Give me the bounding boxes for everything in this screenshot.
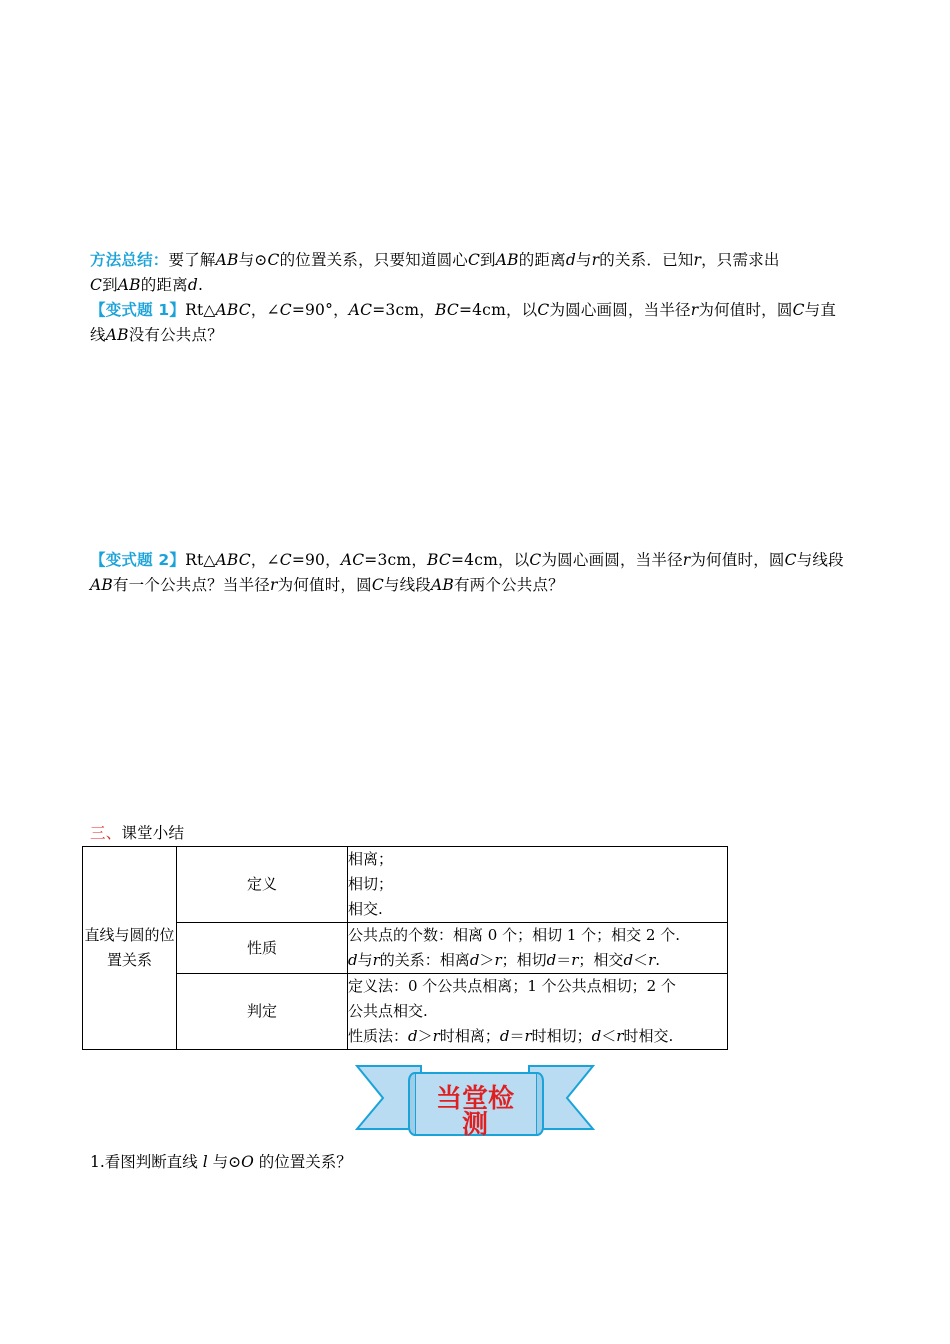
variant-2-label: 【变式题 2】 [90, 551, 186, 569]
row-header: 直线与圆的位置关系 [83, 847, 177, 1050]
variant-1-label: 【变式题 1】 [90, 301, 186, 319]
ribbon-fold-left [409, 1073, 415, 1135]
variant-question-2: 【变式题 2】Rt△ABC，∠C=90，AC=3cm，BC=4cm，以C为圆心画圆，当半径r为何值时，圆C与线段 AB有一个公共点？当半径r为何值时，圆C与线段AB有两个公共点？ [90, 551, 844, 594]
method-summary-label: 方法总结： [90, 251, 169, 269]
question-1: 1.看图判断直线 l 与⊙O 的位置关系？ [90, 1153, 352, 1171]
banner-title-line2: 测 [461, 1110, 489, 1139]
table-row-definition [83, 847, 728, 923]
method-summary: 方法总结：要了解AB与⊙C的位置关系，只要知道圆心C到AB的距离d与r的关系．已知r，只需求出 C到AB的距离d. [90, 251, 780, 294]
ribbon-banner [355, 1063, 595, 1139]
table-row-property [83, 923, 728, 974]
summary-table [82, 846, 728, 1050]
table-row-judgment [83, 974, 728, 1050]
property-content: 公共点的个数：相离 0 个；相切 1 个；相交 2 个. d与r的关系：相离d＞r；相切d＝r；相交d＜r. [348, 923, 728, 974]
section-title: 课堂小结 [121, 824, 185, 842]
variant-question-1: 【变式题 1】Rt△ABC，∠C=90°，AC=3cm，BC=4cm，以C为圆心画圆，当半径r为何值时，圆C与直 线AB没有公共点？ [90, 301, 837, 344]
judgment-content: 定义法：0 个公共点相离；1 个公共点相切；2 个 公共点相交. 性质法：d＞r时相离；d＝r时相切；d＜r时相交. [348, 974, 728, 1050]
judgment-label: 判定 [177, 974, 348, 1050]
ribbon-fold-right [537, 1073, 543, 1135]
property-label: 性质 [177, 923, 348, 974]
definition-label: 定义 [177, 847, 348, 923]
banner-title-line1: 当堂检 [435, 1084, 515, 1114]
section-number: 三、 [90, 824, 122, 842]
definition-content: 相离； 相切； 相交. [348, 847, 728, 923]
section-heading [90, 821, 870, 846]
